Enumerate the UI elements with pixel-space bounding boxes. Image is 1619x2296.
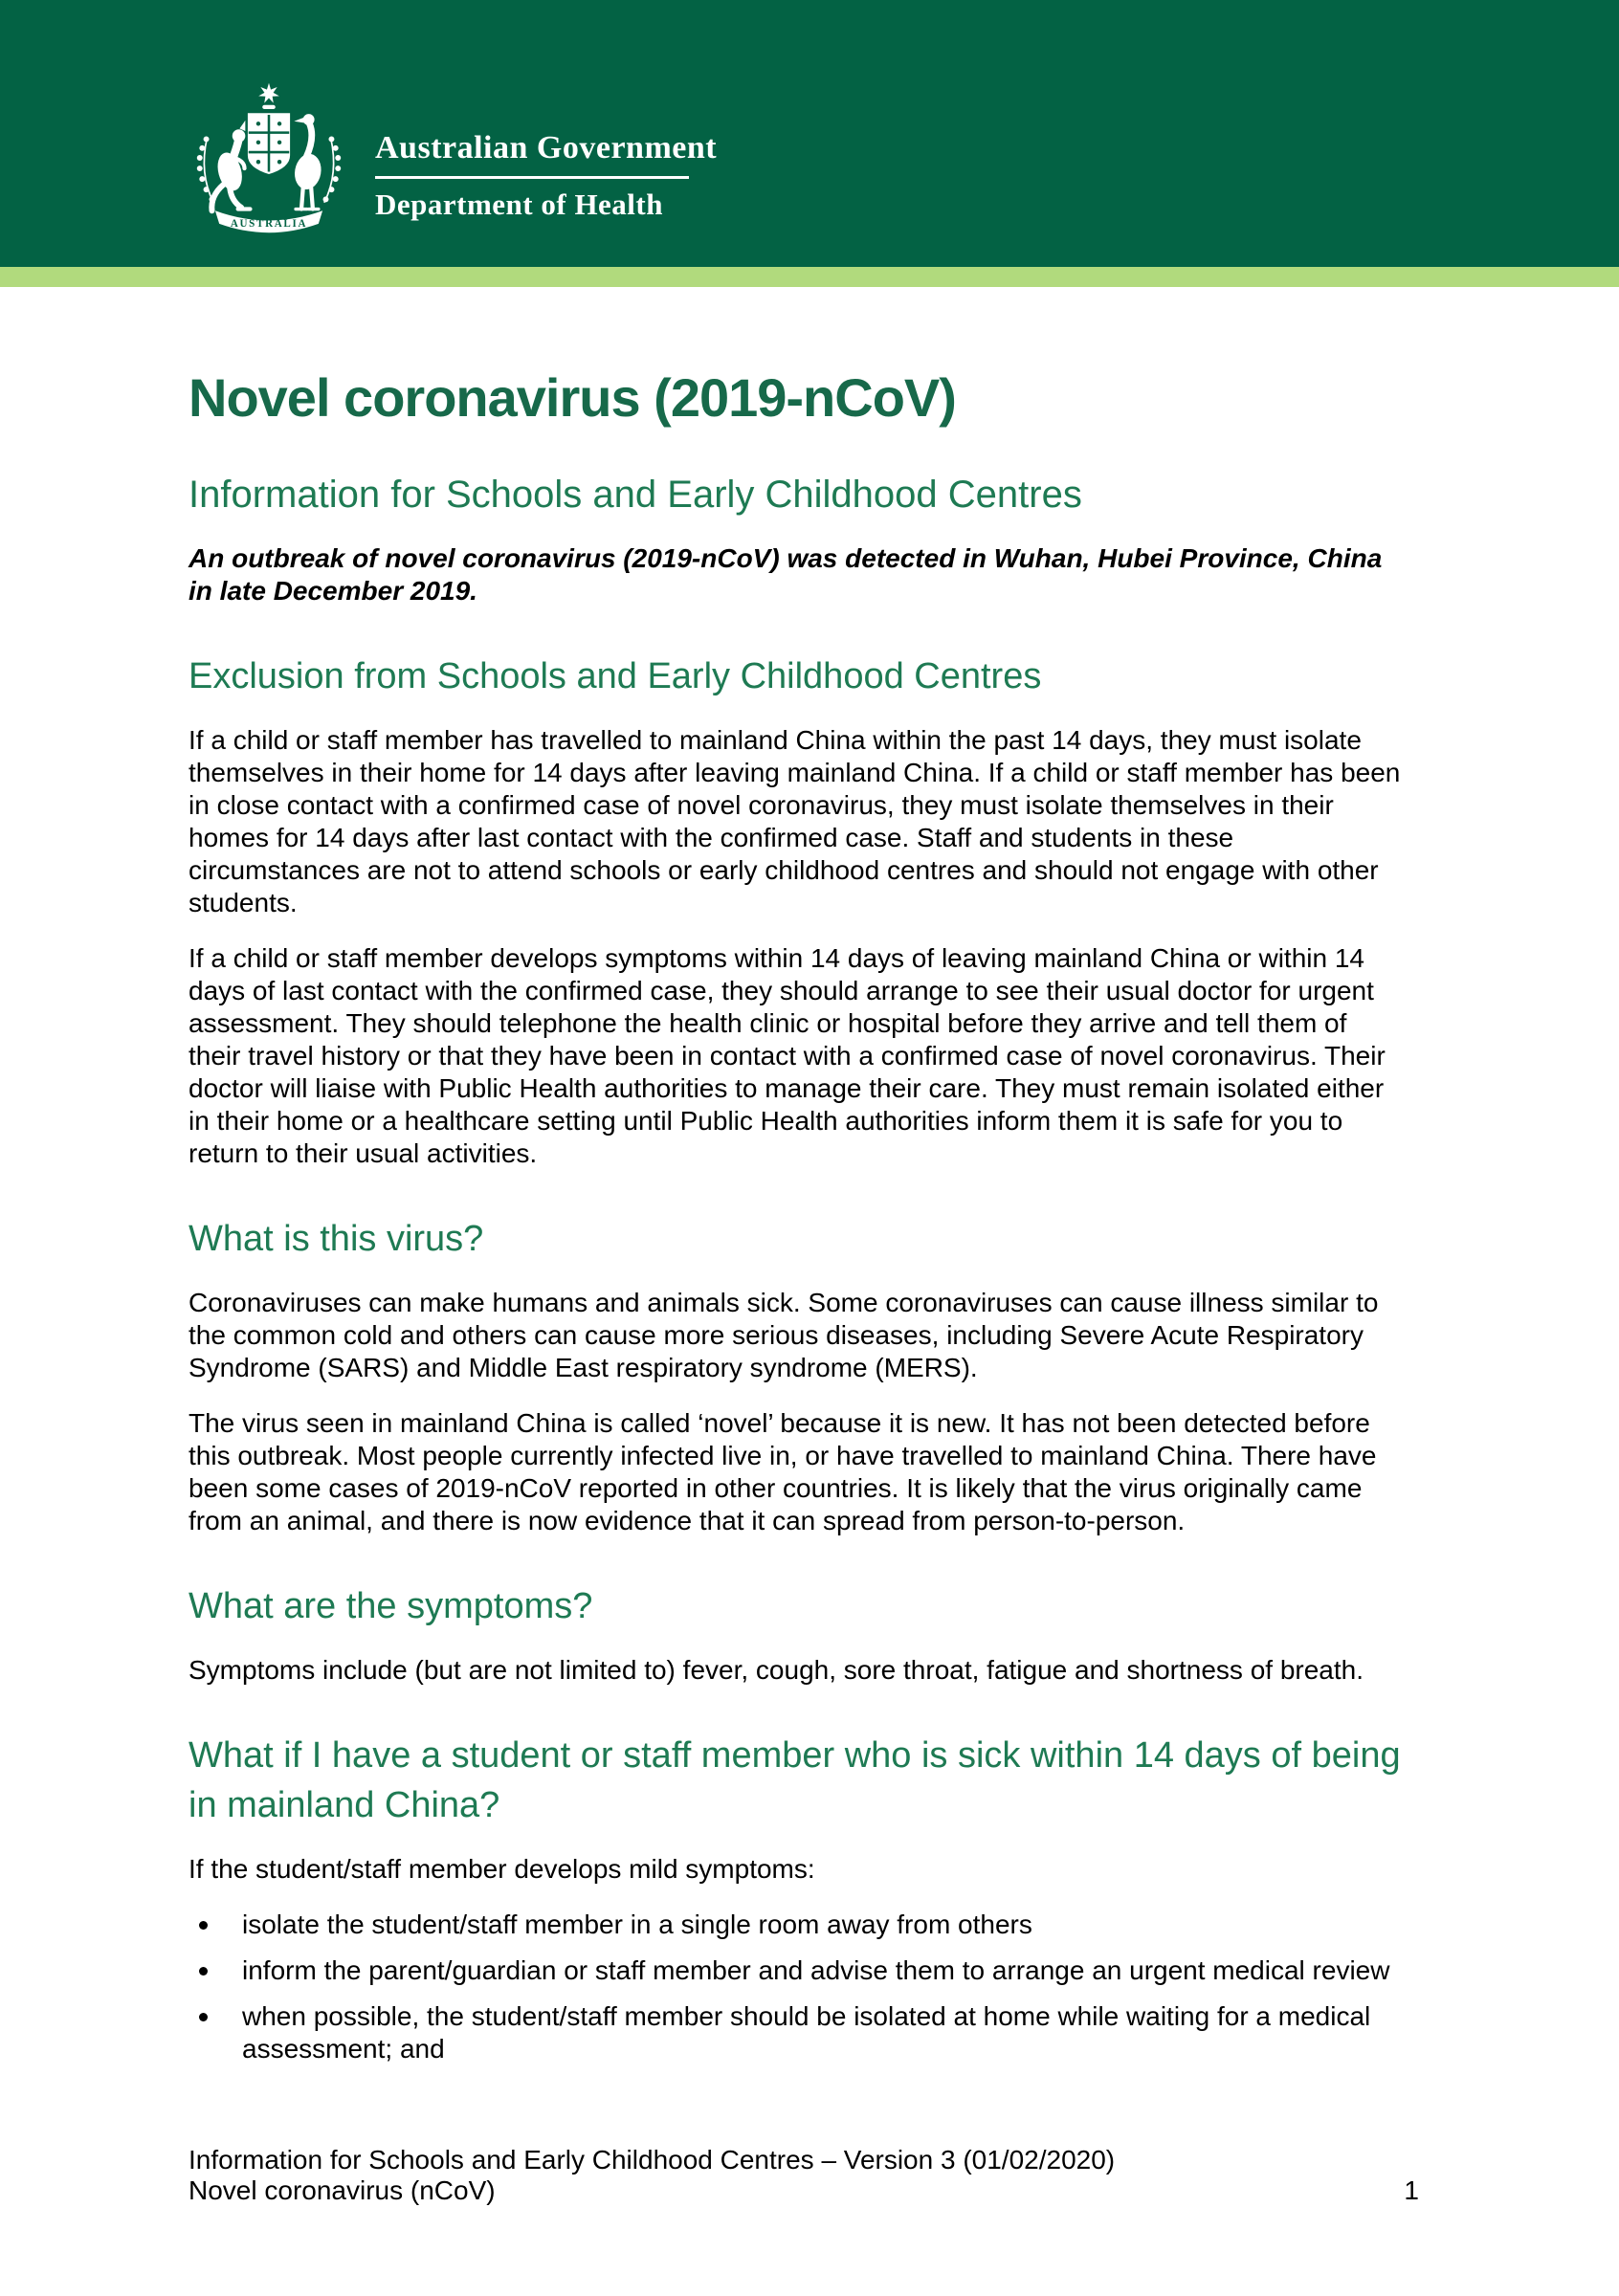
bullet-text: isolate the student/staff member in a single room away from others [242,1910,1032,1940]
body-paragraph: If a child or staff member develops symptoms within 14 days of leaving mainland China or within 14 days of last contact with the confirmed case, they should arrange to see their usual doctor for urgent assessment. They should telephone the health clinic or hospital before they arrive and tell them of their travel history or that they have been in contact with a confirmed case of novel coronavirus. Their doctor will liaise with Public Health authorities to manage their care. They must remain isolated either in their home or a healthcare setting until Public Health authorities inform them it is safe for you to return to their usual activities. [189,943,1386,1169]
body-paragraph: If a child or staff member has travelled to mainland China within the past 14 days, they must isolate themselves in their home for 14 days after leaving mainland China. If a child or staff member has been in close contact with a confirmed case of novel coronavirus, they must isolate themselves in their homes for 14 days after last contact with the confirmed case. Staff and students in these circumstances are not to attend schools or early childhood centres and should not engage with other students. [189,725,1401,918]
body-paragraph: Symptoms include (but are not limited to) fever, cough, sore throat, fatigue and shortness of breath. [189,1655,1364,1686]
bullet-dot-icon [199,2013,208,2021]
department-name: Department of Health [375,188,663,221]
accent-stripe [0,267,1619,287]
section-heading-what-is-virus: What is this virus? [189,1219,484,1260]
australian-coat-of-arms-icon [188,80,350,240]
document-body [189,287,1406,2065]
bullet-text: inform the parent/guardian or staff member and advise them to arrange an urgent medical review [242,1955,1390,1986]
header-banner [0,0,1619,267]
section-heading-sick-student: What if I have a student or staff member who is sick within 14 days of being in mainland China? [189,1735,1401,1826]
page-number: 1 [1404,2175,1419,2205]
section-heading-exclusion: Exclusion from Schools and Early Childhood Centres [189,656,1042,697]
bullet-dot-icon [199,1967,208,1976]
agency-wordmark [375,130,717,222]
page-subtitle: Information for Schools and Early Childhood Centres [189,474,1082,517]
bullet-item [189,1954,1406,1987]
section-heading-symptoms: What are the symptoms? [189,1586,593,1627]
intro-paragraph: An outbreak of novel coronavirus (2019-nCoV) was detected in Wuhan, Hubei Province, China in late December 2019. [189,543,1383,607]
bullet-dot-icon [199,1921,208,1930]
bullet-item [189,1909,1406,1941]
footer-line1: Information for Schools and Early Childhood Centres – Version 3 (01/02/2020) [189,2145,1116,2175]
crest-ribbon-text: AUSTRALIA [230,218,308,231]
body-paragraph: Coronaviruses can make humans and animals sick. Some coronaviruses can cause illness similar to the common cold and others can cause more serious diseases, including Severe Acute Respiratory Syndrome (SARS) and Middle East respiratory syndrome (MERS). [189,1288,1379,1383]
wordmark-divider [375,176,689,179]
agency-name: Australian Government [375,130,718,166]
bullet-list [189,1909,1406,2065]
bullet-text: when possible, the student/staff member should be isolated at home while waiting for a medical assessment; and [242,2001,1371,2064]
page-footer [189,2145,1419,2206]
body-paragraph: If the student/staff member develops mild symptoms: [189,1854,815,1885]
footer-line2: Novel coronavirus (nCoV) [189,2175,496,2205]
body-paragraph: The virus seen in mainland China is called ‘novel’ because it is new. It has not been detected before this outbreak. Most people currently infected live in, or have travelled to mainland China. There have been some cases of 2019-nCoV reported in other countries. It is likely that the virus originally came from an animal, and there is now evidence that it can spread from person-to-person. [189,1408,1377,1536]
bullet-item [189,2000,1406,2065]
page-title: Novel coronavirus (2019-nCoV) [189,367,956,428]
